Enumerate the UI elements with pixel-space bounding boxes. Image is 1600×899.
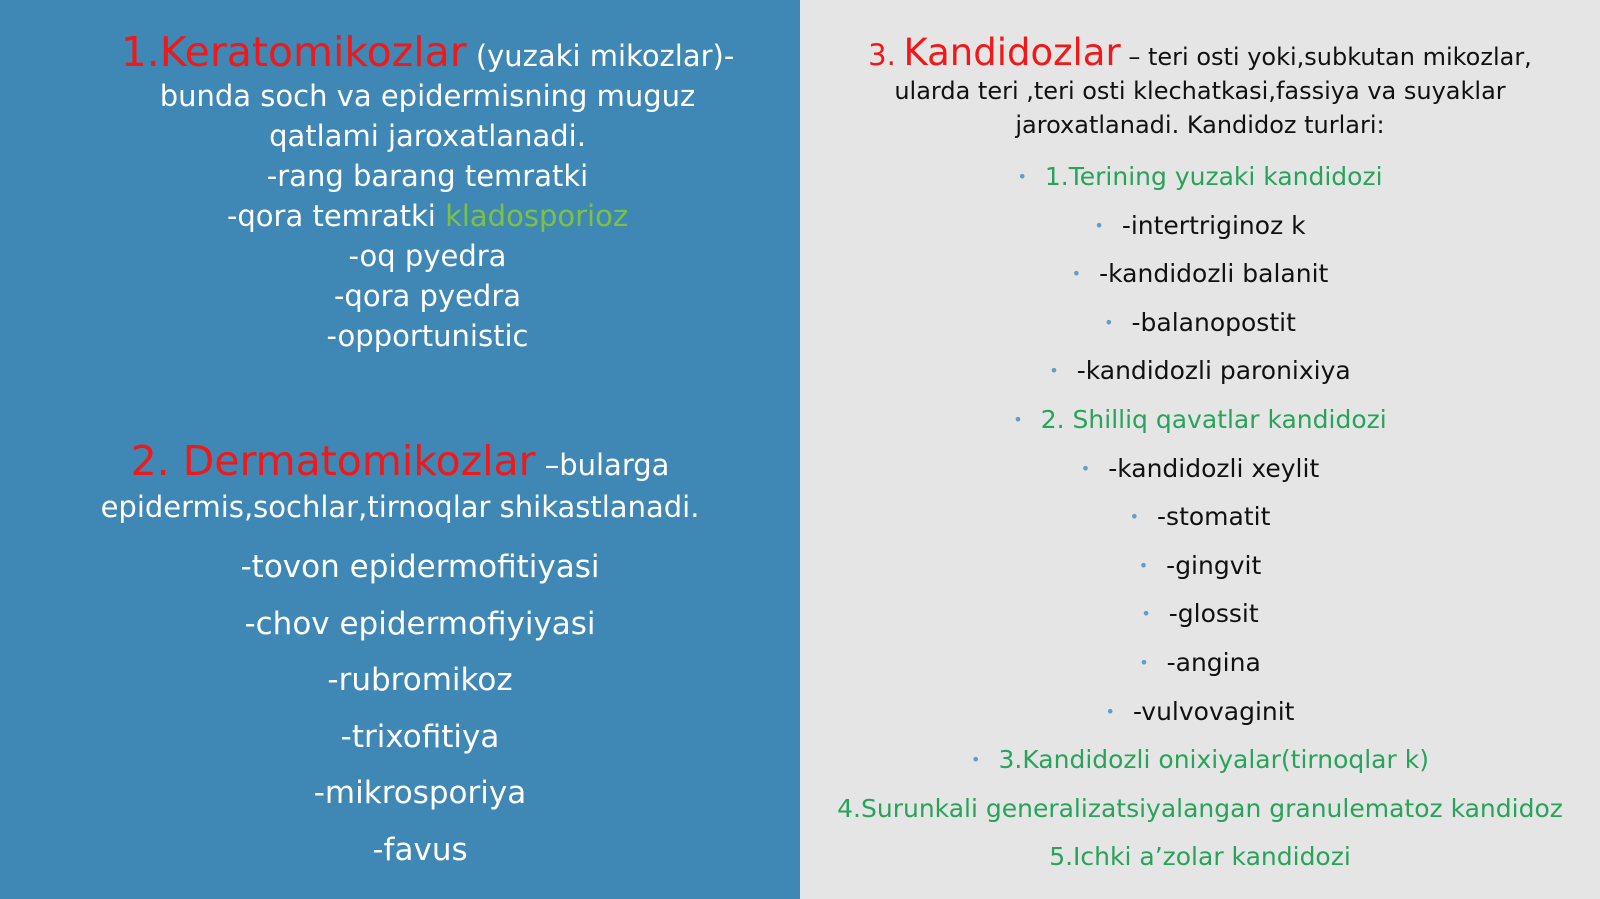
kandidozlar-desc-3: jaroxatlanadi. Kandidoz turlari:: [1015, 111, 1385, 139]
dermatomikozlar-item: -favus: [372, 831, 468, 868]
kandidozlar-list-item: [800, 833, 1600, 881]
bullet-icon: •: [971, 750, 981, 770]
kandidozlar-list-item: [800, 250, 1600, 298]
list-item-text: 3.Kandidozli onixiyalar(tirnoqlar k): [998, 745, 1429, 775]
kandidozlar-title-line: [820, 31, 1580, 74]
kandidozlar-list-item: [800, 688, 1600, 736]
keratomikozlar-item-4: -qora pyedra: [333, 279, 522, 313]
list-item-text: -kandidozli paronixiya: [1076, 356, 1351, 386]
dermatomikozlar-desc-1: –bularga: [544, 448, 670, 482]
bullet-icon: •: [1017, 167, 1027, 186]
bullet-icon: •: [1139, 653, 1149, 672]
bullet-icon: •: [1141, 604, 1151, 624]
keratomikozlar-item-1: -rang barang temratki: [266, 159, 589, 193]
dermatomikozlar-item: -tovon epidermofitiyasi: [240, 549, 600, 585]
kandidozlar-heading: Kandidozlar: [903, 31, 1121, 74]
list-item-text: -balanopostit: [1131, 307, 1296, 337]
bullet-icon: •: [1049, 361, 1059, 381]
kandidozlar-list-item: [800, 639, 1600, 687]
list-item-text: -stomatit: [1157, 502, 1271, 532]
keratomikozlar-item-3: -oq pyedra: [348, 239, 507, 273]
dermatomikozlar-item: -rubromikoz: [327, 662, 513, 699]
bullet-icon: •: [1138, 555, 1149, 575]
bullet-icon: •: [1080, 458, 1091, 478]
list-item-text: -glossit: [1168, 599, 1259, 629]
bullet-icon: •: [1071, 264, 1082, 284]
dermatomikozlar-item: -trixofitiya: [340, 718, 500, 755]
list-item-text: -gingvit: [1166, 550, 1262, 580]
bullet-icon: •: [1013, 410, 1023, 429]
list-item-text: 1.Terining yuzaki kandidozi: [1044, 162, 1383, 191]
list-item-text: -angina: [1166, 648, 1261, 677]
keratomikozlar-item-5: -opportunistic: [326, 319, 529, 353]
kandidozlar-list-item: [800, 542, 1600, 590]
keratomikozlar-item-2: [40, 196, 815, 236]
kandidozlar-list-item: [800, 445, 1600, 493]
kandidozlar-list-item: [800, 785, 1600, 833]
keratomikozlar-paren: (yuzaki mikozlar)-: [475, 39, 735, 73]
kandidozlar-list-item: [800, 347, 1600, 395]
list-item-text: 4.Surunkali generalizatsiyalangan granulematoz kandidoz: [837, 793, 1563, 823]
keratomikozlar-section: [40, 28, 815, 356]
keratomikozlar-heading: 1.Keratomikozlar: [120, 28, 467, 76]
dermatomikozlar-desc-2: epidermis,sochlar,tirnoqlar shikastlanadi.: [100, 490, 700, 524]
dermatomikozlar-section: [40, 437, 760, 528]
keratomikozlar-title-line: [40, 28, 815, 76]
kandidozlar-list-item: [800, 493, 1600, 541]
bullet-icon: •: [1105, 701, 1115, 721]
keratomikozlar-item-2-prefix: -qora temratki: [226, 199, 436, 233]
bullet-icon: •: [1129, 507, 1140, 527]
dermatomikozlar-heading: 2. Dermatomikozlar: [130, 437, 536, 485]
kandidozlar-number: 3.: [868, 38, 896, 72]
dermatomikozlar-item: -chov epidermofiyiyasi: [244, 605, 596, 642]
kandidozlar-list-item: [800, 590, 1600, 638]
kladosporioz-highlight: kladosporioz: [445, 199, 629, 233]
kandidozlar-list-item: [800, 153, 1600, 201]
kandidozlar-list-item: [800, 202, 1600, 250]
keratomikozlar-desc-2: qatlami jaroxatlanadi.: [269, 119, 586, 153]
kandidozlar-list-item: [800, 396, 1600, 444]
kandidozlar-desc-1: – teri osti yoki,subkutan mikozlar,: [1128, 43, 1532, 71]
dermatomikozlar-item: -mikrosporiya: [313, 775, 527, 812]
kandidozlar-list-item: [800, 299, 1600, 347]
kandidozlar-desc-2: ularda teri ,teri osti klechatkasi,fassiya va suyaklar: [894, 77, 1506, 105]
list-item-text: 2. Shilliq qavatlar kandidozi: [1040, 405, 1387, 434]
dermatomikozlar-list: [120, 539, 720, 879]
list-item-text: -kandidozli balanit: [1099, 259, 1329, 289]
dermatomikozlar-title-line: [40, 437, 760, 486]
kandidozlar-section: [820, 31, 1580, 142]
list-item-text: -vulvovaginit: [1132, 696, 1295, 726]
keratomikozlar-desc-1: bunda soch va epidermisning muguz: [159, 79, 696, 113]
bullet-icon: •: [1104, 312, 1114, 332]
list-item-text: -intertriginoz k: [1121, 210, 1306, 240]
kandidozlar-list-item: [800, 736, 1600, 784]
list-item-text: 5.Ichki a’zolar kandidozi: [1049, 842, 1351, 872]
bullet-icon: •: [1094, 215, 1104, 235]
list-item-text: -kandidozli xeylit: [1108, 453, 1320, 483]
